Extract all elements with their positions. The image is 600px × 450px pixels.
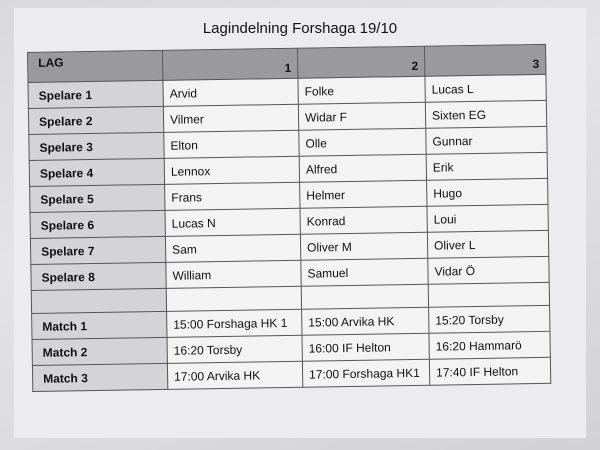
row-label: Spelare 4 [29, 158, 164, 186]
row-label: Spelare 8 [31, 262, 166, 290]
table-cell: Helmer [300, 180, 427, 208]
table-cell: Sixten EG [425, 100, 546, 128]
row-label: Match 3 [32, 363, 167, 391]
row-label: Spelare 7 [30, 236, 165, 264]
table-cell: Lucas N [165, 208, 300, 236]
header-team-2: 2 [297, 46, 424, 78]
table-cell: 16:00 IF Helton [302, 333, 429, 361]
table-cell: Loui [427, 204, 548, 232]
table-cell: Elton [164, 130, 299, 158]
table-cell: 17:00 Arvika HK [167, 361, 302, 389]
row-label: Spelare 5 [30, 184, 165, 212]
table-cell: Vidar Ö [428, 256, 549, 284]
table-cell: 17:40 IF Helton [429, 357, 550, 385]
empty-cell [31, 288, 166, 313]
table-cell: Konrad [300, 206, 427, 234]
table-cell: Gunnar [426, 126, 547, 154]
row-label: Match 2 [32, 337, 167, 365]
table-cell: Oliver M [300, 232, 427, 260]
table-cell: 15:00 Forshaga HK 1 [167, 309, 302, 337]
table-cell: Samuel [301, 258, 428, 286]
header-label: LAG [28, 50, 163, 82]
table-cell: 17:00 Forshaga HK1 [302, 359, 429, 387]
row-label: Spelare 3 [29, 132, 164, 160]
header-team-1: 1 [162, 48, 297, 80]
table-cell: Folke [298, 76, 425, 104]
empty-cell [166, 286, 301, 311]
table-cell: Hugo [427, 178, 548, 206]
table-cell: Frans [165, 182, 300, 210]
row-label: Match 1 [32, 311, 167, 339]
table-cell: Arvid [163, 78, 298, 106]
table-cell: 16:20 Torsby [167, 335, 302, 363]
table-cell: Widar F [298, 102, 425, 130]
header-team-3: 3 [424, 44, 545, 76]
table-cell: Lucas L [425, 74, 546, 102]
table-cell: 16:20 Hammarö [429, 331, 550, 359]
table-cell: Lennox [164, 156, 299, 184]
table-cell: Oliver L [427, 230, 548, 258]
table-cell: Olle [299, 128, 426, 156]
table-cell: William [166, 260, 301, 288]
table-cell: Sam [165, 234, 300, 262]
empty-cell [301, 284, 428, 309]
page-title: Lagindelning Forshaga 19/10 [202, 20, 398, 37]
empty-cell [428, 282, 549, 307]
table-cell: Vilmer [163, 104, 298, 132]
team-table [27, 44, 551, 392]
table-cell: 15:20 Torsby [429, 305, 550, 333]
table-cell: Erik [426, 152, 547, 180]
row-label: Spelare 2 [28, 106, 163, 134]
row-label: Spelare 1 [28, 80, 163, 108]
table-cell: 15:00 Arvika HK [302, 307, 429, 335]
row-label: Spelare 6 [30, 210, 165, 238]
table-cell: Alfred [299, 154, 426, 182]
